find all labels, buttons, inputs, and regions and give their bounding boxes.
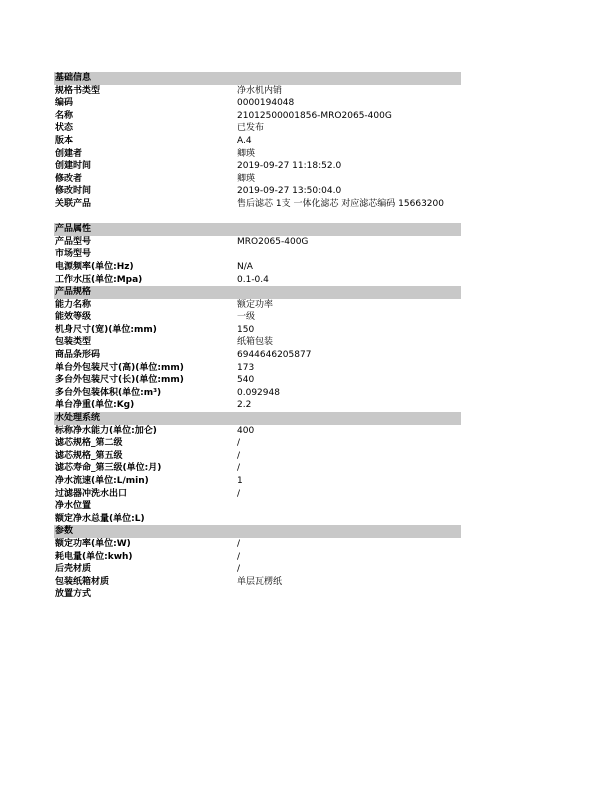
spec-label: 滤芯寿命_第三级(单位:月) — [55, 463, 162, 474]
section-header-basic-info: 基础信息 — [54, 72, 461, 85]
spec-label: 编码 — [55, 98, 74, 109]
spec-row-status — [54, 122, 461, 135]
spec-row-flow-rate — [54, 475, 461, 488]
section-gap — [54, 211, 461, 224]
spec-row-rated-power — [54, 538, 461, 551]
spec-value: / — [237, 538, 241, 549]
spec-value: / — [237, 463, 241, 474]
spec-row-capacity-name — [54, 299, 461, 312]
spec-row-working-pressure — [54, 274, 461, 287]
spec-row-name — [54, 110, 461, 123]
spec-value: N/A — [237, 261, 253, 272]
spec-value: / — [237, 450, 241, 461]
spec-document — [54, 72, 461, 601]
spec-label: 单台净重(单位:Kg) — [55, 400, 135, 411]
spec-value: 1 — [237, 476, 243, 486]
spec-value: 卿瑛 — [237, 173, 256, 184]
spec-label: 电源频率(单位:Hz) — [55, 261, 134, 272]
spec-value: 2019-09-27 13:50:04.0 — [237, 186, 342, 197]
spec-row-version — [54, 135, 461, 148]
spec-row-multi-package-volume — [54, 387, 461, 400]
spec-value: 0.092948 — [237, 387, 280, 398]
spec-label: 包装类型 — [55, 337, 92, 348]
spec-row-spec-type — [54, 85, 461, 98]
spec-value: 售后滤芯 1支 一体化滤芯 对应滤芯编码 15663200 — [237, 198, 444, 209]
spec-row-package-type — [54, 336, 461, 349]
section-header-product-specs: 产品规格 — [54, 286, 461, 299]
spec-label: 净水流速(单位:L/min) — [55, 476, 149, 486]
spec-row-rated-total-volume — [54, 513, 461, 526]
spec-row-related-product — [54, 198, 461, 211]
spec-label: 商品条形码 — [55, 350, 101, 361]
spec-row-market-model — [54, 248, 461, 261]
spec-label: 标称净水能力(单位:加仑) — [55, 425, 157, 436]
spec-label: 能效等级 — [55, 312, 92, 323]
spec-row-single-package-height — [54, 362, 461, 375]
spec-row-flush-outlet — [54, 488, 461, 501]
spec-value: 已发布 — [237, 123, 265, 134]
spec-row-product-model — [54, 236, 461, 249]
spec-value: 2.2 — [237, 400, 252, 411]
spec-label: 多台外包装体积(单位:m³) — [55, 387, 162, 398]
spec-label: 净水位置 — [55, 501, 92, 512]
spec-value: / — [237, 564, 241, 575]
spec-label: 机身尺寸(宽)(单位:mm) — [55, 324, 157, 335]
spec-label: 创建者 — [55, 148, 83, 159]
spec-value: 400 — [237, 425, 255, 436]
spec-value: 6944646205877 — [237, 350, 312, 361]
spec-row-water-position — [54, 500, 461, 513]
spec-row-placement — [54, 588, 461, 601]
spec-label: 修改时间 — [55, 186, 92, 197]
spec-label: 过滤器冲洗水出口 — [55, 488, 128, 499]
spec-row-net-weight — [54, 399, 461, 412]
spec-row-created-time — [54, 160, 461, 173]
spec-row-power-consumption — [54, 551, 461, 564]
spec-label: 规格书类型 — [55, 85, 101, 96]
spec-label: 额定净水总量(单位:L) — [55, 513, 145, 524]
spec-label: 后壳材质 — [55, 564, 92, 575]
spec-row-modifier — [54, 173, 461, 186]
spec-label: 创建时间 — [55, 161, 92, 172]
spec-value: / — [237, 488, 241, 499]
spec-label: 耗电量(单位:kwh) — [55, 551, 133, 562]
spec-row-carton-material — [54, 576, 461, 589]
section-header-product-attributes: 产品属性 — [54, 223, 461, 236]
spec-label: 单台外包装尺寸(高)(单位:mm) — [55, 362, 184, 373]
spec-label: 放置方式 — [55, 589, 92, 600]
spec-label: 版本 — [55, 135, 74, 146]
spec-row-rear-shell-material — [54, 563, 461, 576]
spec-value: 2019-09-27 11:18:52.0 — [237, 161, 342, 172]
spec-value: 21012500001856-MRO2065-400G — [237, 110, 392, 121]
spec-value: / — [237, 551, 241, 562]
spec-label: 关联产品 — [55, 198, 92, 209]
spec-value: 173 — [237, 362, 255, 373]
spec-label: 名称 — [55, 110, 74, 121]
spec-value: 540 — [237, 375, 255, 386]
spec-row-multi-package-length — [54, 374, 461, 387]
spec-row-filter-spec-5 — [54, 450, 461, 463]
spec-label: 市场型号 — [55, 249, 92, 260]
spec-value: 单层瓦楞纸 — [237, 576, 283, 587]
spec-label: 产品型号 — [55, 236, 92, 247]
spec-value: A.4 — [237, 135, 252, 146]
spec-label: 滤芯规格_第五级 — [55, 450, 123, 461]
spec-label: 多台外包装尺寸(长)(单位:mm) — [55, 375, 184, 386]
spec-row-rated-purification — [54, 425, 461, 438]
spec-value: 0000194048 — [237, 98, 295, 109]
spec-value: / — [237, 438, 241, 449]
spec-value: 净水机内销 — [237, 85, 283, 96]
spec-value: 卿瑛 — [237, 148, 256, 159]
spec-row-creator — [54, 148, 461, 161]
section-header-water-treatment: 水处理系统 — [54, 412, 461, 425]
spec-value: MRO2065-400G — [237, 236, 309, 247]
spec-row-modified-time — [54, 185, 461, 198]
spec-label: 工作水压(单位:Mpa) — [55, 274, 143, 285]
spec-label: 状态 — [55, 123, 74, 134]
spec-label: 修改者 — [55, 173, 83, 184]
spec-value: 0.1-0.4 — [237, 274, 269, 285]
spec-label: 额定功率(单位:W) — [55, 538, 131, 549]
spec-row-barcode — [54, 349, 461, 362]
spec-value: 一级 — [237, 312, 256, 323]
spec-label: 能力名称 — [55, 299, 92, 310]
spec-row-code — [54, 97, 461, 110]
spec-value: 额定功率 — [237, 299, 274, 310]
spec-row-filter-life-3 — [54, 462, 461, 475]
spec-row-body-width — [54, 324, 461, 337]
spec-label: 包装纸箱材质 — [55, 576, 110, 587]
spec-value: 纸箱包装 — [237, 337, 274, 348]
spec-row-power-frequency — [54, 261, 461, 274]
spec-row-energy-grade — [54, 311, 461, 324]
spec-row-filter-spec-2 — [54, 437, 461, 450]
spec-value: 150 — [237, 324, 255, 335]
spec-label: 滤芯规格_第二级 — [55, 438, 123, 449]
section-header-parameters: 参数 — [54, 525, 461, 538]
